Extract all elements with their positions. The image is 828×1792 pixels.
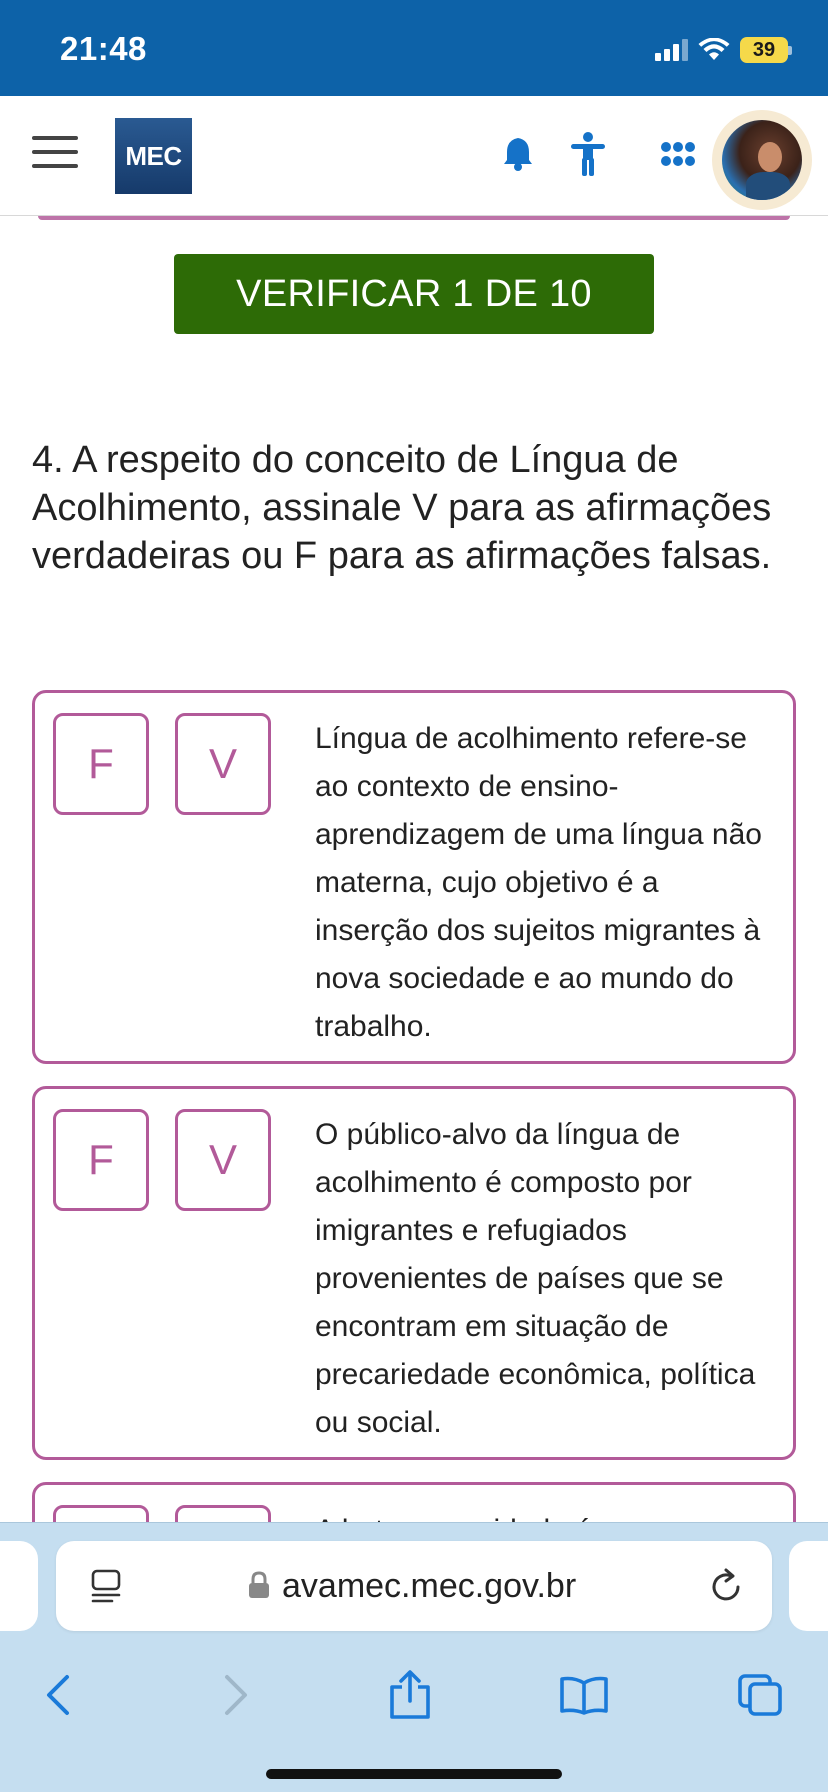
next-tab-preview[interactable] [789, 1541, 828, 1631]
page-menu-icon[interactable] [90, 1569, 122, 1605]
verify-button[interactable]: VERIFICAR 1 DE 10 [174, 254, 654, 334]
bookmarks-icon[interactable] [554, 1665, 614, 1725]
status-time: 21:48 [60, 30, 147, 67]
browser-nav-row [0, 1655, 828, 1735]
cellular-signal-icon [655, 39, 688, 61]
wifi-icon [698, 38, 730, 62]
statement-text: Língua de acolhimento refere-se ao contexto de ensino-aprendizagem de uma língua não materna, cujo objetivo é a inserção dos sujeitos migrantes à nova sociedade e ao mundo do trabalho. [315, 722, 762, 1043]
reload-icon[interactable] [708, 1567, 744, 1605]
share-icon[interactable] [380, 1665, 440, 1725]
accessibility-icon[interactable] [566, 132, 610, 176]
previous-tab-preview[interactable] [0, 1541, 38, 1631]
avatar-photo [722, 120, 802, 200]
true-option-button[interactable]: V [175, 713, 271, 815]
bell-icon[interactable] [496, 132, 540, 176]
statement-card [32, 1086, 796, 1460]
forward-icon[interactable] [206, 1665, 266, 1725]
statement-card [32, 690, 796, 1064]
url-text[interactable]: avamec.mec.gov.br [282, 1567, 577, 1605]
false-option-button[interactable]: F [53, 713, 149, 815]
battery-indicator: 39 [740, 37, 788, 63]
status-bar [0, 0, 828, 96]
app-header [0, 96, 828, 216]
address-bar[interactable] [56, 1541, 772, 1631]
lock-icon [248, 1571, 270, 1599]
true-option-button[interactable]: V [175, 1109, 271, 1211]
mec-logo[interactable]: MEC [115, 118, 192, 194]
status-indicators [655, 32, 792, 68]
home-indicator [266, 1769, 562, 1779]
statement-text: O público-alvo da língua de acolhimento é composto por imigrantes e refugiados provenientes de países que se encontram em situação de precariedade econômica, política ou social. [315, 1118, 756, 1439]
tabs-icon[interactable] [730, 1665, 790, 1725]
previous-card-edge [38, 216, 790, 220]
avatar[interactable] [712, 110, 812, 210]
menu-icon[interactable] [32, 136, 78, 168]
battery-tip [788, 46, 792, 55]
back-icon[interactable] [28, 1665, 88, 1725]
false-option-button[interactable]: F [53, 1109, 149, 1211]
question-text: 4. A respeito do conceito de Língua de Acolhimento, assinale V para as afirmações verdadeiras ou F para as afirmações falsas. [32, 439, 772, 577]
apps-grid-icon[interactable] [656, 132, 700, 176]
browser-toolbar [0, 1522, 828, 1792]
